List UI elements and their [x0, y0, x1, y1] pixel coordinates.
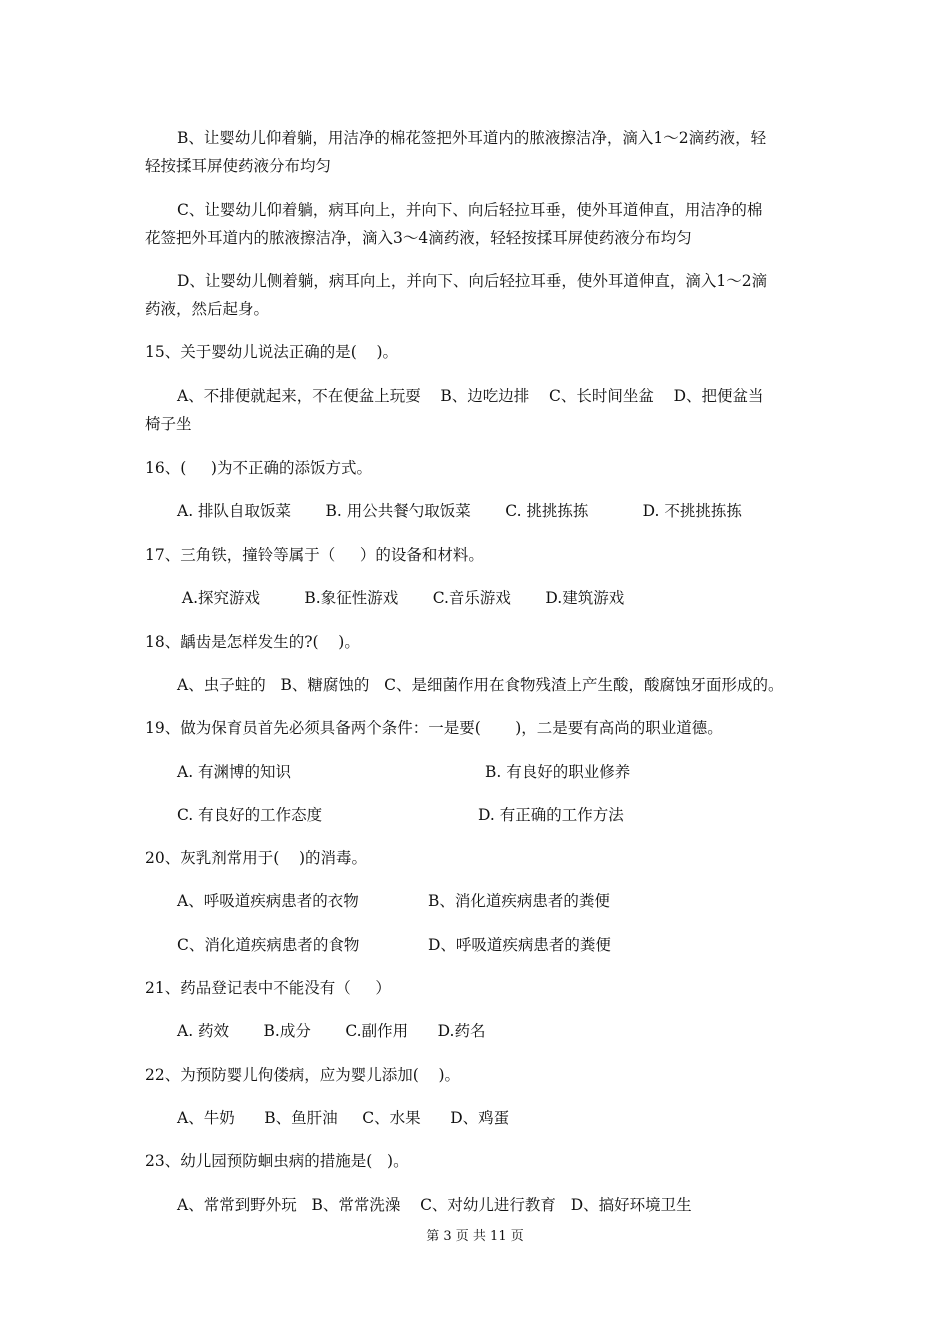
question-20: 20、灰乳剂常用于( )的消毒。 — [145, 849, 368, 867]
question-15: 15、关于婴幼儿说法正确的是( )。 — [145, 343, 399, 361]
question-20-option-b: B、消化道疾病患者的粪便 — [428, 892, 610, 910]
question-18: 18、龋齿是怎样发生的?( )。 — [145, 633, 360, 651]
option-c-line-2: 花签把外耳道内的脓液擦洁净，滴入3～4滴药液，轻轻按揉耳屏使药液分布均匀 — [145, 229, 692, 247]
question-17: 17、三角铁，撞铃等属于（ ）的设备和材料。 — [145, 546, 484, 564]
question-23: 23、幼儿园预防蛔虫病的措施是( )。 — [145, 1152, 409, 1170]
question-19-option-d: D. 有正确的工作方法 — [478, 806, 624, 824]
question-19-option-c: C. 有良好的工作态度 — [177, 806, 323, 824]
page-footer: 第 3 页 共 11 页 — [426, 1229, 524, 1244]
question-19-option-a: A. 有渊博的知识 — [177, 763, 292, 781]
question-17-options: A.探究游戏 B.象征性游戏 C.音乐游戏 D.建筑游戏 — [177, 589, 625, 607]
question-15-options-line-1: A、不排便就起来，不在便盆上玩耍 B、边吃边排 C、长时间坐盆 D、把便盆当 — [177, 387, 764, 405]
option-d-line-2: 药液，然后起身。 — [145, 300, 270, 318]
option-b-line-1: B、让婴幼儿仰着躺，用洁净的棉花签把外耳道内的脓液擦洁净，滴入1～2滴药液，轻 — [177, 129, 767, 147]
option-b-line-2: 轻按揉耳屏使药液分布均匀 — [145, 157, 332, 175]
question-18-options: A、虫子蛀的 B、糖腐蚀的 C、是细菌作用在食物残渣上产生酸，酸腐蚀牙面形成的。 — [177, 676, 784, 694]
question-16: 16、( )为不正确的添饭方式。 — [145, 459, 372, 477]
question-20-option-a: A、呼吸道疾病患者的衣物 — [177, 892, 359, 910]
option-d-line-1: D、让婴幼儿侧着躺，病耳向上，并向下、向后轻拉耳垂，使外耳道伸直，滴入1～2滴 — [177, 272, 768, 290]
question-20-option-d: D、呼吸道疾病患者的粪便 — [428, 936, 611, 954]
question-15-options-line-2: 椅子坐 — [145, 415, 192, 433]
question-22: 22、为预防婴儿佝偻病，应为婴儿添加( )。 — [145, 1066, 461, 1084]
question-16-options: A. 排队自取饭菜 B. 用公共餐勺取饭菜 C. 挑挑拣拣 D. 不挑挑拣拣 — [177, 502, 742, 520]
question-21: 21、药品登记表中不能没有（ ） — [145, 979, 391, 997]
question-22-options: A、牛奶 B、鱼肝油 C、水果 D、鸡蛋 — [177, 1109, 510, 1127]
question-19: 19、做为保育员首先必须具备两个条件：一是要( )，二是要有高尚的职业道德。 — [145, 719, 723, 737]
question-23-options: A、常常到野外玩 B、常常洗澡 C、对幼儿进行教育 D、搞好环境卫生 — [177, 1196, 692, 1214]
question-21-options: A. 药效 B.成分 C.副作用 D.药名 — [177, 1022, 486, 1040]
question-20-option-c: C、消化道疾病患者的食物 — [177, 936, 360, 954]
option-c-line-1: C、让婴幼儿仰着躺，病耳向上，并向下、向后轻拉耳垂，使外耳道伸直，用洁净的棉 — [177, 201, 763, 219]
question-19-option-b: B. 有良好的职业修养 — [485, 763, 631, 781]
